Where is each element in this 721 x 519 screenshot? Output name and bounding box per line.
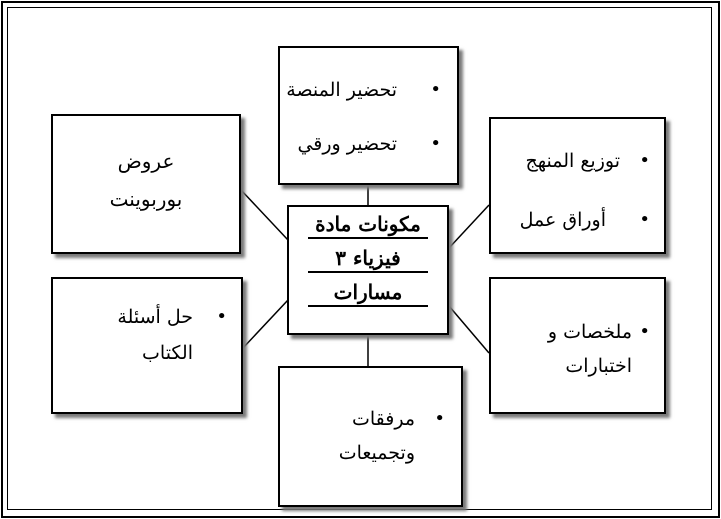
node-bottom	[278, 366, 463, 507]
node-top-right	[489, 117, 666, 254]
bullet-icon: •	[216, 306, 227, 327]
bullet-icon: •	[639, 150, 650, 171]
bullet-icon: •	[430, 79, 441, 100]
connector-bottom-left	[243, 300, 288, 348]
node-top-right-item: • توزيع المنهج	[525, 150, 650, 172]
node-top-left	[51, 114, 241, 254]
node-bottom-left	[51, 277, 243, 414]
connector-top-left	[241, 190, 288, 240]
node-top-item: • تحضير ورقي	[297, 133, 441, 155]
node-bottom-right	[489, 277, 666, 414]
connector-top-right	[449, 205, 489, 248]
node-top-left-line-2: بوربوينت	[109, 187, 183, 211]
node-top-left-line-1: عروض	[117, 149, 175, 173]
node-bottom-left-item: • حل أسئلة الكتاب	[93, 299, 227, 371]
bullet-icon: •	[434, 408, 445, 429]
center-node	[287, 205, 449, 335]
node-top-item: • تحضير المنصة	[286, 79, 441, 101]
node-top-right-item: • أوراق عمل	[519, 209, 650, 231]
node-top	[278, 46, 459, 185]
center-title-line-2: فيزياء ٣	[308, 245, 428, 273]
node-bottom-item: • مرفقات وتجميعات	[320, 402, 445, 470]
bullet-icon: •	[430, 133, 441, 154]
center-title-line-1: مكونات مادة	[308, 211, 428, 239]
node-bottom-right-item: • ملخصات و اختبارات	[511, 315, 650, 383]
center-title-line-3: مسارات	[308, 279, 428, 307]
connector-bottom-right	[449, 306, 489, 353]
bullet-icon: •	[639, 209, 650, 230]
bullet-icon: •	[639, 321, 650, 342]
